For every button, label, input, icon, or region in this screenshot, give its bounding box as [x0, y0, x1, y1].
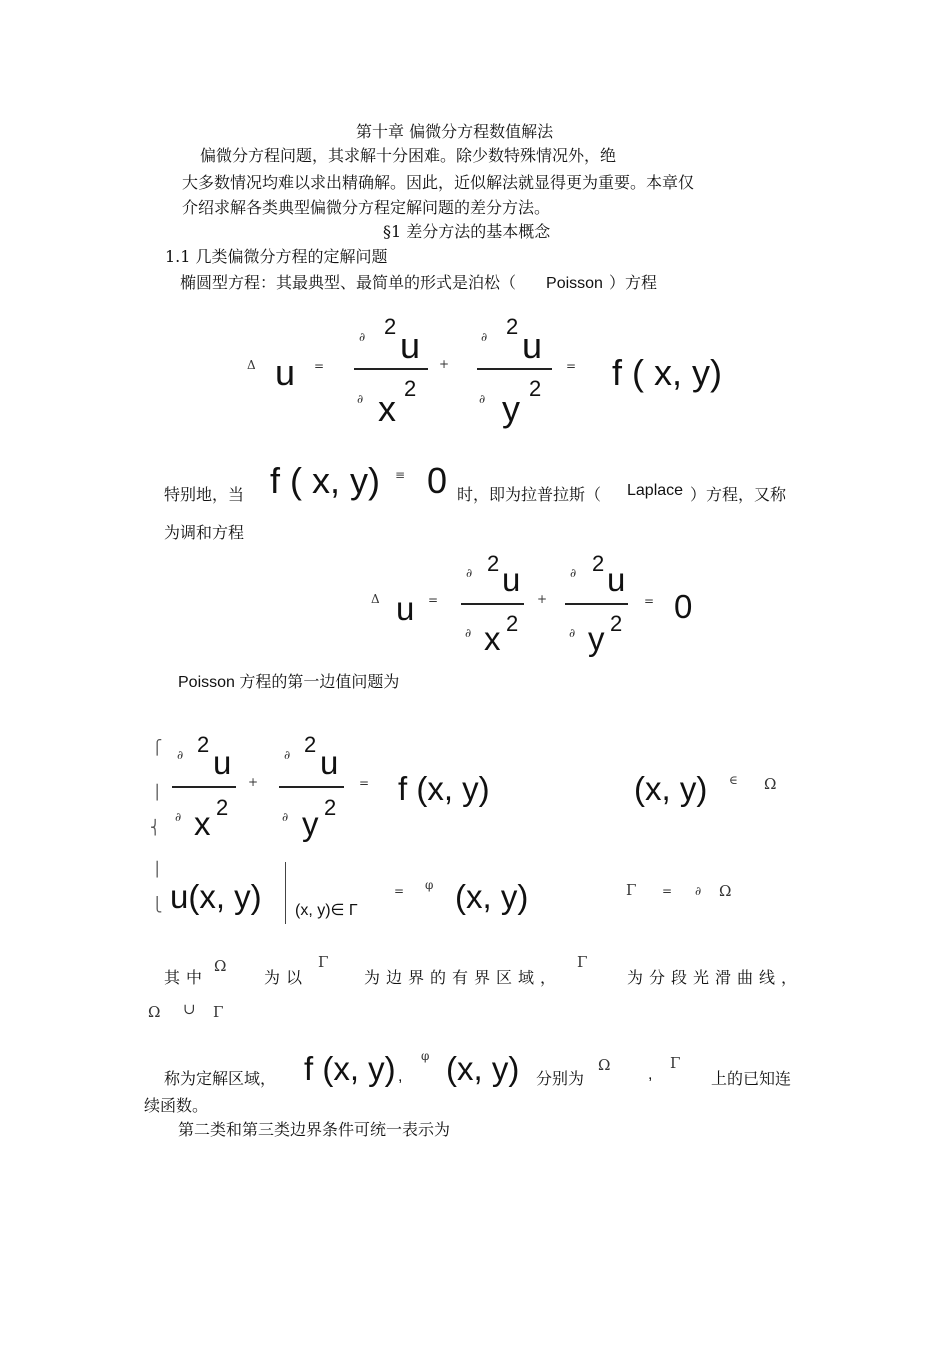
elliptic-line	[180, 270, 657, 293]
poisson-name: Poisson	[546, 275, 603, 292]
partial-symbol: ∂	[569, 626, 576, 640]
plus-symbol: +	[537, 592, 548, 606]
laplace-fxy: f ( x, y)	[270, 460, 380, 501]
fraction-bar	[565, 603, 628, 605]
evaluation-bar	[285, 862, 286, 924]
eq2-den-y: y	[588, 620, 605, 657]
omega-symbol: Ω	[764, 775, 777, 793]
eq1-num-u: u	[400, 325, 421, 366]
fraction-bar	[354, 368, 428, 370]
eq1-num-u2: u	[522, 325, 543, 366]
brace-part: ⎨	[150, 820, 161, 836]
exponent: 2	[197, 732, 210, 757]
sys-num-u: u	[213, 744, 232, 781]
omega-symbol: Ω	[719, 882, 732, 900]
plus-symbol: +	[439, 357, 450, 371]
sys-den-y: y	[302, 805, 319, 842]
eq2-rhs: 0	[674, 588, 693, 625]
equiv-symbol: ≡	[395, 468, 406, 482]
partial-symbol: ∂	[357, 392, 364, 406]
brace-part: ⎩	[152, 897, 163, 913]
desc2-comma2: ,	[648, 1066, 653, 1083]
gamma-symbol: Γ	[318, 953, 329, 971]
exponent: 2	[610, 611, 623, 636]
last-line: 第二类和第三类边界条件可统一表示为	[178, 1120, 451, 1139]
sys-num-u2: u	[320, 744, 339, 781]
laplace-line2: 为调和方程	[164, 523, 245, 542]
brace-part: ⎧	[152, 740, 163, 756]
laplace-prefix: 特别地，当	[164, 485, 245, 504]
subsection-heading: 1.1 几类偏微分方程的定解问题	[165, 247, 388, 266]
partial-symbol: ∂	[282, 810, 289, 824]
sys-rhs2: (x, y)	[455, 878, 529, 915]
intro-line-2: 大多数情况均难以求出精确解。因此，近似解法就显得更为重要。本章仅	[182, 173, 695, 192]
exponent: 2	[487, 551, 500, 576]
eq1-rhs: f ( x, y)	[612, 352, 722, 393]
fraction-bar	[279, 786, 344, 788]
laplace-mid: 时，即为拉普拉斯（	[457, 485, 602, 504]
desc2-c: 上的已知连	[711, 1069, 792, 1088]
desc2-comma: ,	[398, 1068, 403, 1085]
partial-symbol: ∂	[284, 748, 291, 762]
fraction-bar	[477, 368, 552, 370]
sys-den-x: x	[194, 805, 211, 842]
eq2-equals-2: =	[644, 594, 655, 608]
intro-line-3: 介绍求解各类典型偏微分方程定解问题的差分方法。	[182, 198, 551, 217]
exponent: 2	[404, 376, 417, 401]
exponent: 2	[529, 376, 542, 401]
desc-a: 其中	[164, 968, 209, 987]
partial-symbol: ∂	[465, 626, 472, 640]
intro-line-1: 偏微分方程问题，其求解十分困难。除少数特殊情况外，绝	[200, 146, 617, 165]
element-of-symbol: ∈	[729, 773, 738, 787]
section-heading: §1 差分方法的基本概念	[383, 222, 551, 241]
union-symbol: ∪	[183, 1000, 196, 1018]
phi-symbol: φ	[425, 878, 434, 892]
fraction-bar	[461, 603, 524, 605]
desc2-phixy: (x, y)	[446, 1050, 520, 1087]
laplace-suffix: ）方程，又称	[690, 485, 787, 504]
eq1-equals: =	[314, 359, 325, 373]
exponent: 2	[304, 732, 317, 757]
sys-sub2: (x, y)∈ Γ	[295, 902, 358, 919]
eq1-u: u	[275, 352, 296, 393]
eq2-u: u	[396, 590, 415, 627]
exponent: 2	[592, 551, 605, 576]
laplace-name: Laplace	[627, 482, 684, 499]
eq2-equals: =	[428, 593, 439, 607]
exponent: 2	[384, 314, 397, 339]
laplacian-symbol: Δ	[247, 358, 256, 372]
omega-symbol: Ω	[214, 957, 227, 975]
partial-symbol: ∂	[175, 810, 182, 824]
desc2-b: 分别为	[536, 1069, 585, 1088]
partial-symbol: ∂	[359, 330, 366, 344]
desc-c: 为边界的有界区域，	[364, 968, 563, 987]
eq2-num-u2: u	[607, 561, 626, 598]
eq1-den-x: x	[378, 388, 396, 429]
gamma-symbol: Γ	[626, 881, 637, 899]
omega-symbol: Ω	[598, 1056, 611, 1074]
exponent: 2	[506, 314, 519, 339]
sys-equals: =	[359, 776, 370, 790]
desc2-a: 称为定解区域，	[164, 1069, 277, 1088]
eq1-den-y: y	[502, 388, 520, 429]
eq2-den-x: x	[484, 620, 501, 657]
desc-b: 为以	[264, 968, 309, 987]
eq1-equals-2: =	[566, 359, 577, 373]
gamma-symbol: Γ	[213, 1003, 224, 1021]
partial-symbol: ∂	[466, 566, 473, 580]
partial-symbol: ∂	[479, 392, 486, 406]
partial-symbol: ∂	[177, 748, 184, 762]
partial-symbol: ∂	[570, 566, 577, 580]
partial-symbol: ∂	[481, 330, 488, 344]
sys-equals-2: =	[394, 884, 405, 898]
gamma-symbol: Γ	[577, 953, 588, 971]
poisson-bvp-text: Poisson 方程的第一边值问题为	[178, 674, 400, 691]
plus-symbol: +	[248, 775, 259, 789]
laplace-zero: 0	[427, 460, 448, 501]
desc2-fxy: f (x, y)	[304, 1050, 396, 1087]
exponent: 2	[216, 795, 229, 820]
sys-lhs2: u(x, y)	[170, 878, 262, 915]
exponent: 2	[324, 795, 337, 820]
elliptic-suffix: ）方程	[608, 273, 657, 292]
brace-part: ⎪	[152, 785, 163, 801]
brace-part: ⎪	[152, 862, 163, 878]
sys-rhs1: f (x, y)	[398, 770, 490, 807]
gamma-symbol: Γ	[670, 1054, 681, 1072]
partial-symbol: ∂	[695, 884, 702, 898]
chapter-title: 第十章 偏微分方程数值解法	[356, 122, 554, 141]
elliptic-prefix: 椭圆型方程：其最典型、最简单的形式是泊松（	[180, 273, 517, 292]
omega-symbol: Ω	[148, 1003, 161, 1021]
phi-symbol: φ	[421, 1049, 430, 1063]
sys-domain1: (x, y)	[634, 770, 708, 807]
desc2-line2: 续函数。	[144, 1096, 209, 1115]
fraction-bar	[172, 786, 236, 788]
desc-d: 为分段光滑曲线，	[627, 968, 804, 987]
laplacian-symbol: Δ	[371, 592, 380, 606]
eq2-num-u: u	[502, 561, 521, 598]
sys-equals-3: =	[662, 884, 673, 898]
exponent: 2	[506, 611, 519, 636]
